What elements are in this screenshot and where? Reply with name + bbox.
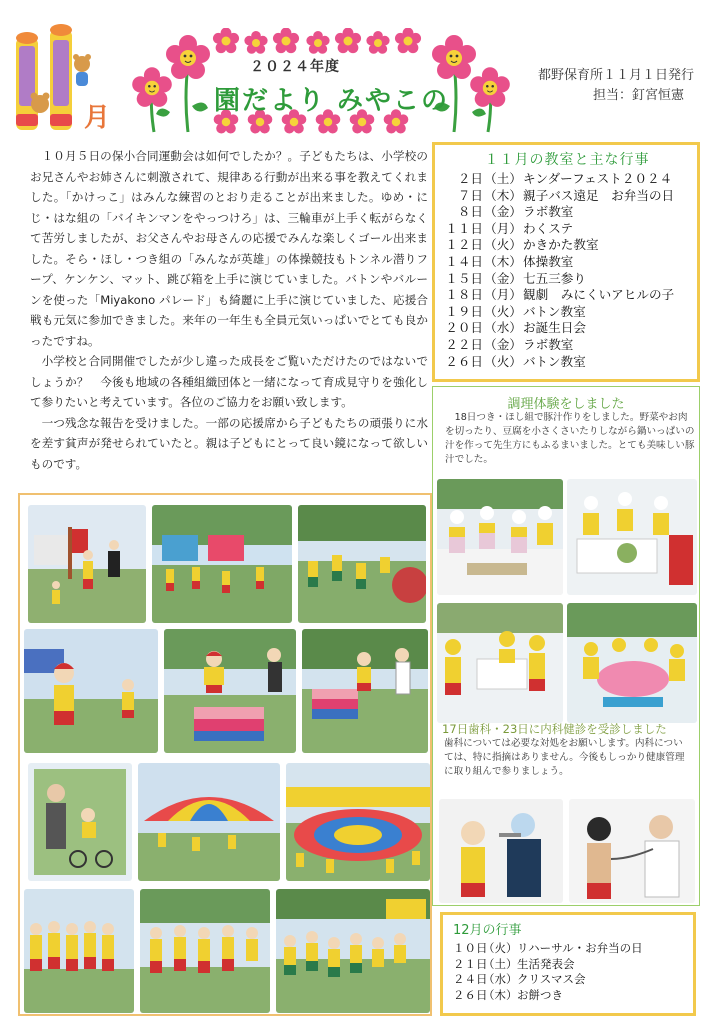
fiscal-year-label: ２０２４年度 xyxy=(250,59,340,75)
december-title: 12月の行事 xyxy=(453,923,522,938)
photo-parent-and-child xyxy=(28,763,132,881)
photo-running-race xyxy=(152,505,292,623)
november-schedule-box xyxy=(432,142,700,382)
photo-children-line-up xyxy=(24,889,134,1013)
photo-child-running xyxy=(24,629,158,753)
schedule-item: ７日（木）親子バス遠足 お弁当の日 xyxy=(457,187,675,203)
photo-vaulting-jump xyxy=(302,629,428,753)
schedule-item: １８日（月）観劇 みにくいアヒルの子 xyxy=(445,287,675,303)
december-item: ２１日（土）生活発表会 xyxy=(453,956,575,971)
schedule-item: １４日（木）体操教室 xyxy=(445,253,574,269)
health-checkup-text: 歯科については必要な対処をお願いします。内科については、特に指摘はありません。今後もしっかり健康管理に取り組んで参りましょう。 xyxy=(444,738,685,777)
schedule-item: １５日（金）七五三参り xyxy=(445,270,586,286)
photo-group-march xyxy=(140,889,270,1013)
photo-medical-checkup xyxy=(569,799,695,903)
cooking-title: 調理体験をしました xyxy=(507,397,625,412)
photo-cheering-squad xyxy=(276,889,430,1013)
december-item: ２４日（水）クリスマス会 xyxy=(453,972,586,986)
sports-day-article xyxy=(30,146,428,474)
photo-cooking-cutting xyxy=(437,479,563,595)
photo-opening-ceremony xyxy=(28,505,146,623)
cooking-text: 18日つき・ほし組で豚汁作りをしました。野菜やお肉を切ったり、豆腐を小さくさいたりしながら鍋いっぱいの汁を作って先生方にもふるまいました。とても美味しい豚汁でした。 xyxy=(445,412,695,465)
schedule-item: ８日（金）ラボ教室 xyxy=(457,204,574,220)
health-checkup-title: 17日歯科・23日に内科健診を受診しました xyxy=(442,722,667,736)
schedule-item: ２日（土）キンダーフェスト２０２４ xyxy=(457,171,673,186)
photo-tricycle-race xyxy=(298,505,426,623)
photo-parachute-game xyxy=(286,763,430,881)
sports-day-photo-collage xyxy=(18,493,432,1016)
schedule-item: １１日（月）わくステ xyxy=(445,220,574,236)
december-events-box xyxy=(440,912,696,1016)
schedule-title: １１月の教室と主な行事 xyxy=(484,152,650,168)
december-item: １０日（火）リハーサル・お弁当の日 xyxy=(453,941,643,955)
newsletter-title: 園だより みやこの xyxy=(214,86,450,116)
month-eleven-illustration xyxy=(10,22,122,134)
cooking-experience-box xyxy=(432,386,700,906)
issuer-line: 都野保育所１１月１日発行 xyxy=(537,68,694,83)
schedule-item: １２日（火）かきかた教室 xyxy=(445,237,599,253)
photo-eating-together xyxy=(437,603,563,723)
photo-vaulting-box xyxy=(164,629,296,753)
schedule-item: ２０日（水）お誕生日会 xyxy=(445,320,586,336)
photo-cooking-table xyxy=(567,479,697,595)
schedule-item: ２２日（金）ラボ教室 xyxy=(445,336,574,352)
article-paragraph: 一つ残念な報告を受けました。一部の応援席から子どもたちの頑張りに水を差す貧声が発せられていたと。親は子どもにとって良い鏡になって欲しいものです。 xyxy=(30,415,428,471)
svg-text:月: 月 xyxy=(84,103,111,133)
author-line: 担当：釘宮恒憲 xyxy=(592,88,684,103)
article-paragraph: 小学校と合同開催でしたが少し違った成長をご覧いただけたのではないでしょうか？ 今後も地域の各種組織団体と一緒になって育成見守りを強化して参りたいと考えています。各位のご協力をお願い致します。 xyxy=(30,354,428,409)
photo-pink-table xyxy=(567,603,697,723)
photo-parachute-balloon xyxy=(138,763,280,881)
schedule-item: １９日（火）バトン教室 xyxy=(445,303,586,319)
photo-dental-checkup xyxy=(439,799,563,903)
schedule-item: ２６日（火）バトン教室 xyxy=(445,353,586,369)
december-item: ２６日（木）お餅つき xyxy=(453,987,563,1002)
article-paragraph: １０月５日の保小合同運動会は如何でしたか？。子どもたちは、小学校のお兄さんやお姉さんに刺激されて、規律ある行動が出来る事を教えてくれました。「かけっこ」はみんな練習のとおり走ることが出来ました。ゆめ・にじ・はな組の「バイキンマンをやっつけろ」は、三輪車が上手く転がらなくて苦労しましたが、お父さんやお母さんの応援でみんな楽しくゴール出来ました。そら・ほし・つき組の「みんなが英雄」の体操競技もトンネル潜りフープ、ケンケン、マット、跳び箱を上手に演じていました。バトンやバルーンを使った「Miyakono パレード」も綺麗に上手に演じていました、応援合戦も元気に参加できました。来年の一年生も全員元気いっぱいでとても良かったですね。 xyxy=(30,149,428,348)
